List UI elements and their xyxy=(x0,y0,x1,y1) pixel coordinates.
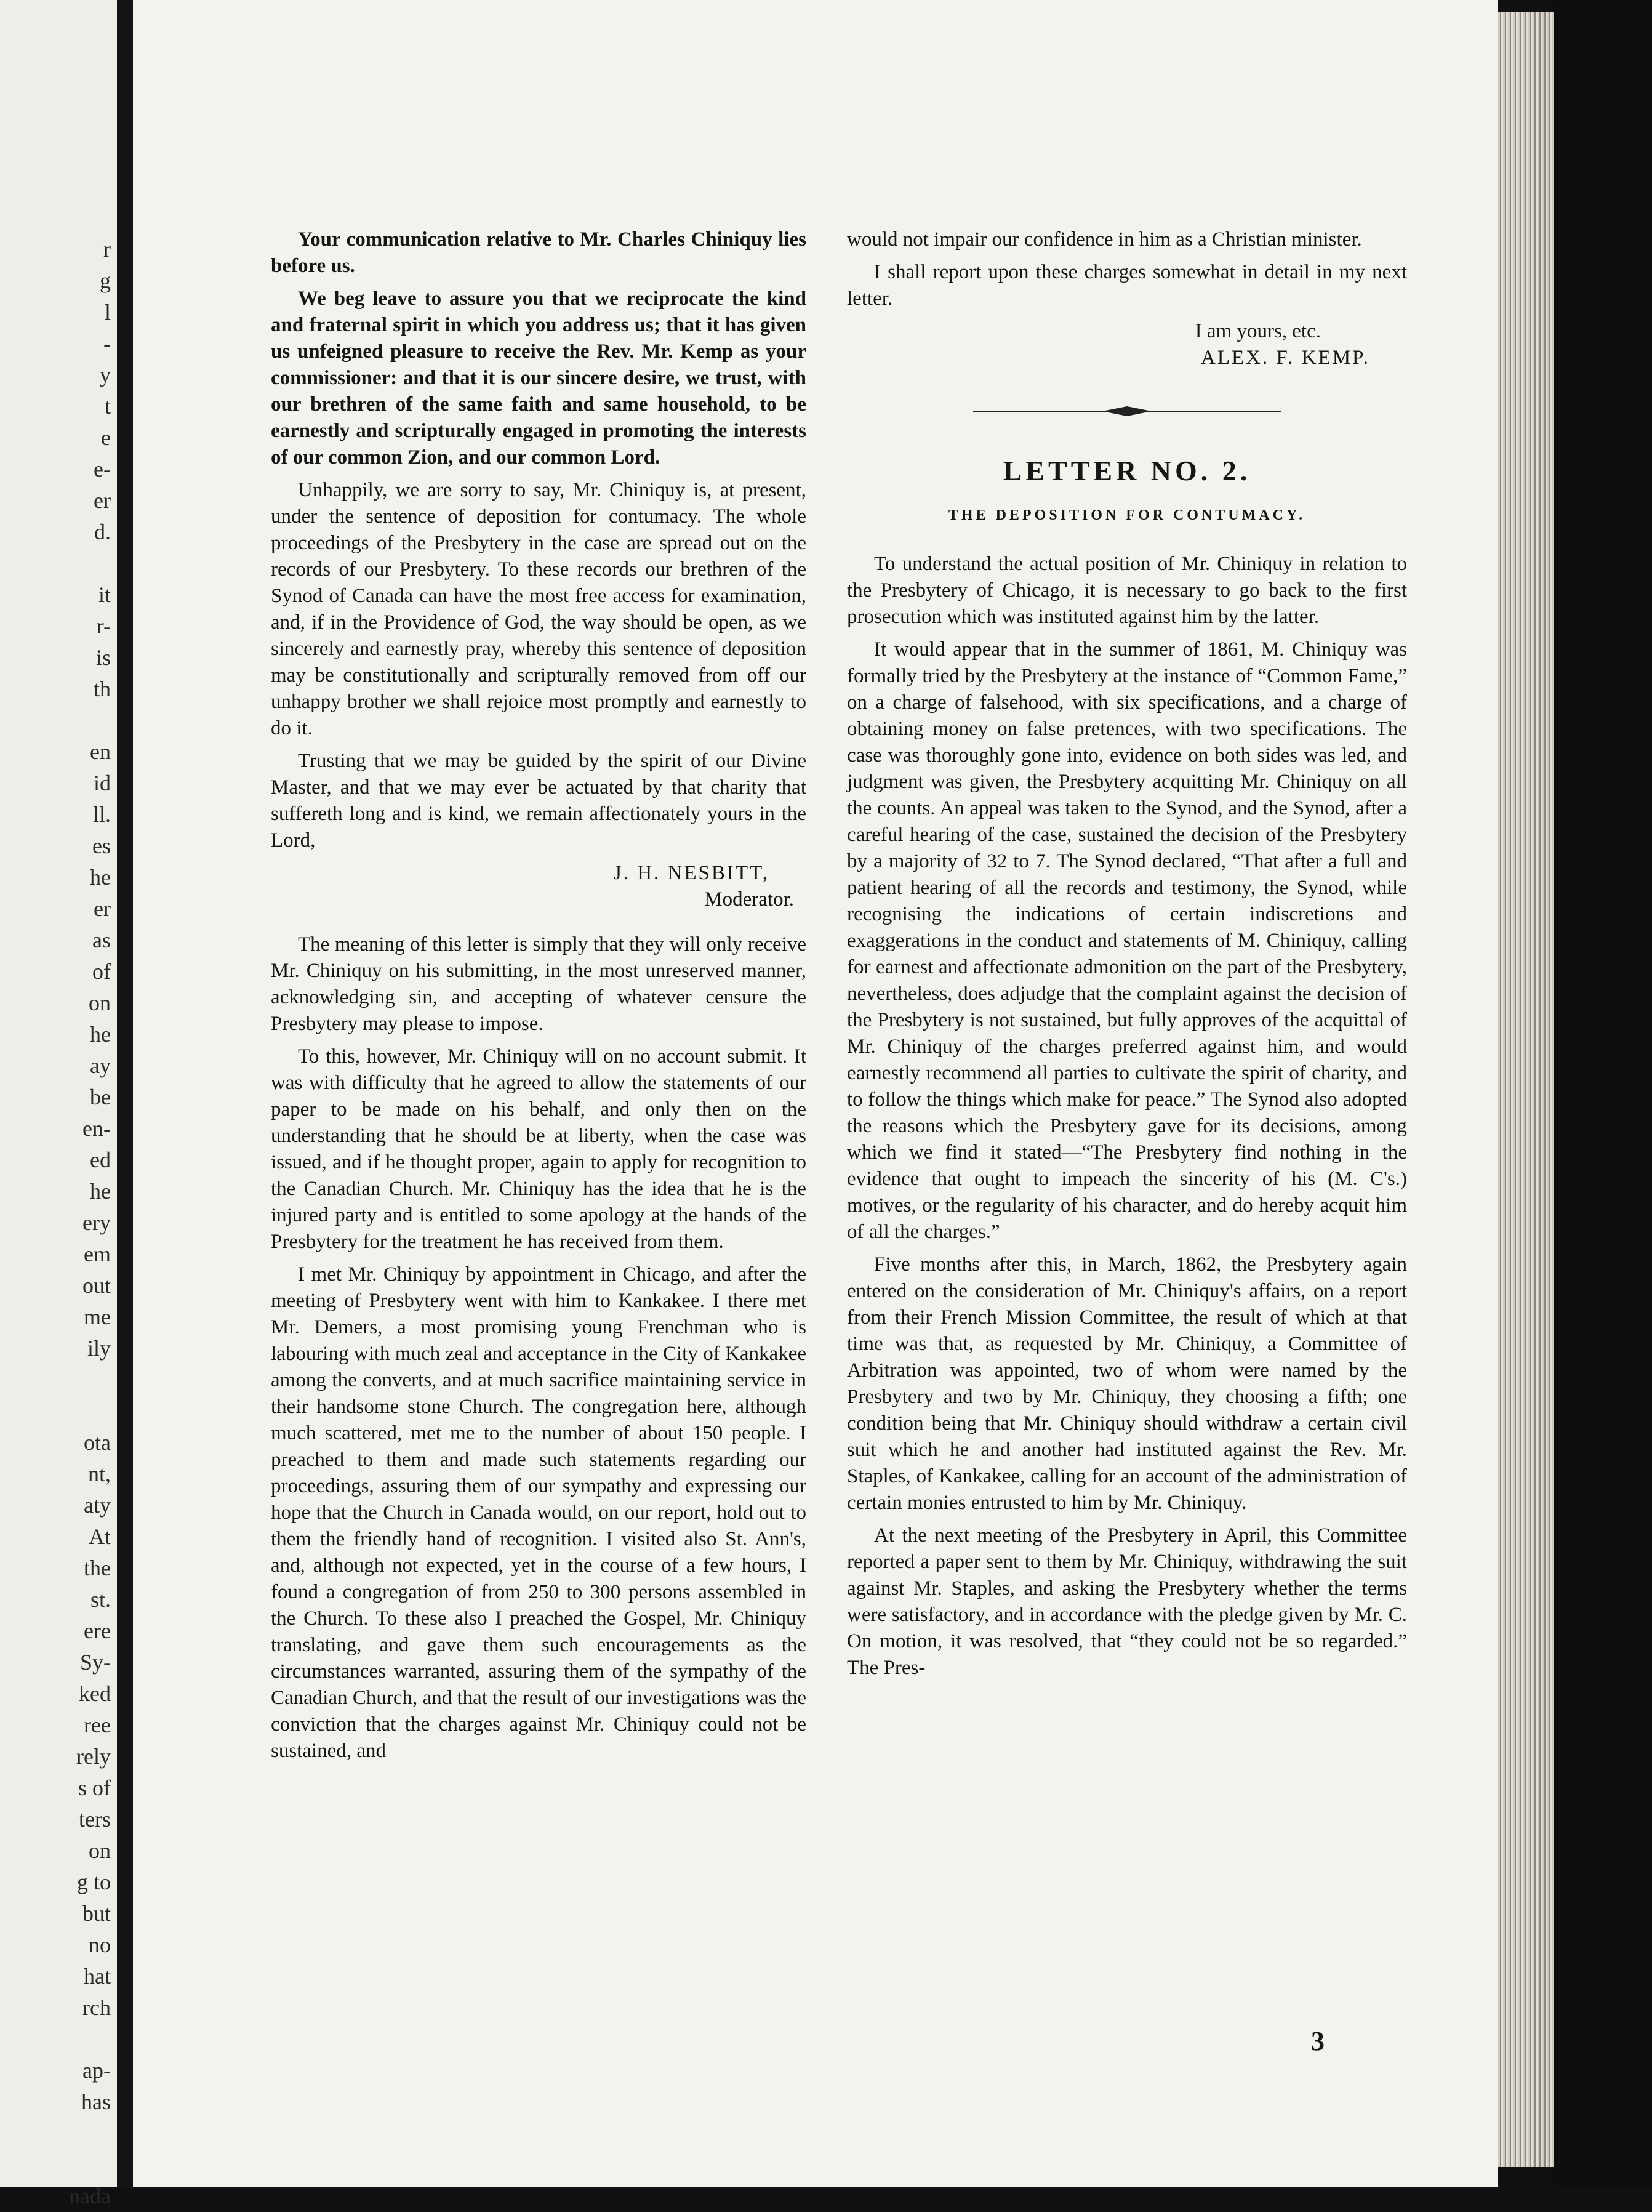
facing-page-line: r xyxy=(103,237,111,262)
facing-page-line: nada xyxy=(69,2184,111,2208)
facing-page-line: as xyxy=(92,928,111,952)
facing-page-line: be xyxy=(90,1085,111,1109)
facing-page-line: hat xyxy=(84,1964,111,1989)
paragraph: Trusting that we may be guided by the spirit of our Divine Master, and that we may ever be actuated by that charity that suffereth long and is kind, we remain affectionately yours in the Lord, xyxy=(271,750,806,851)
facing-page-line: r- xyxy=(96,614,111,638)
facing-page-line: l xyxy=(104,300,111,324)
facing-page-line xyxy=(0,1396,111,1427)
facing-page-line: ap- xyxy=(82,2058,111,2083)
page-edges xyxy=(1498,12,1554,2167)
facing-page-line: but xyxy=(82,1901,111,1926)
facing-page-line: he xyxy=(90,1022,111,1047)
signature-kemp: ALEX. F. KEMP. xyxy=(1201,347,1370,369)
facing-page-line: en- xyxy=(82,1116,111,1141)
facing-page-line: en xyxy=(90,739,111,764)
facing-page-line: ota xyxy=(84,1430,111,1455)
paragraph: It would appear that in the summer of 1861, M. Chiniquy was formally tried by the Presbytery at the instance of “Common Fame,” on a charge of falsehood, with six specifications, and a charge of obtaining money on false pretences, with two specifications. The case was thoroughly gone into, evidence on both sides was led, and judgment was given, the Presbytery acquitting Mr. Chiniquy on all the counts. An appeal was taken to the Synod, and the Synod, after a careful hearing of the case, sustained the decision of the Presbytery by a majority of 32 to 7. The Synod declared, “That after a full and patient hearing of all the records and testimony, the Synod, while recognising the indications of certain indiscretions and exaggerations in the conduct and statements of M. Chiniquy, calling for earnest and affectionate admonition on the part of the Presbytery, nevertheless, does adjudge that the complaint against the decision of the Presbytery is not sustained, but fully approves of the acquittal of Mr. Chiniquy of the charges preferred against him, and would earnestly recommend all parties to cultivate the spirit of charity, and to follow the things which make for peace.” The Synod also adopted the reasons which the Presbytery gave for its decisions, among which we find it stated—“The Presbytery find nothing in the evidence that ought to impeach the sincerity of his (M. C's.) motives, or the regularity of his character, and do hereby acquit him of all the charges.” xyxy=(847,638,1407,1243)
facing-page-line: out xyxy=(82,1273,111,1298)
facing-page-line: ily xyxy=(87,1336,111,1361)
facing-page-line: ters xyxy=(79,1807,111,1832)
facing-page-line: aty xyxy=(84,1493,111,1518)
facing-page-line: y xyxy=(100,363,111,387)
facing-page-line: s of xyxy=(78,1776,111,1800)
paragraph: would not impair our confidence in him as a Christian minister. xyxy=(847,228,1362,251)
facing-page xyxy=(0,0,117,2208)
facing-page-line: ere xyxy=(84,1619,111,1643)
facing-page-line: on xyxy=(89,991,111,1015)
facing-page-line: rch xyxy=(82,1995,111,2020)
facing-page-line: g xyxy=(100,268,111,293)
letter-subheading: THE DEPOSITION FOR CONTUMACY. xyxy=(948,507,1306,523)
facing-page-line xyxy=(0,2118,111,2149)
facing-page-line: At xyxy=(89,1524,111,1549)
facing-page-line: it xyxy=(98,582,111,607)
paragraph: The meaning of this letter is simply that they will only receive Mr. Chiniquy on his submitting, in the most unreserved manner, acknowledging sin, and accepting of whatever censure the Presbytery may please to impose. xyxy=(271,933,806,1035)
ornamental-rule xyxy=(973,402,1281,420)
facing-page-line xyxy=(0,2149,111,2181)
right-column xyxy=(847,227,1407,1687)
facing-page-line xyxy=(0,1364,111,1396)
facing-page-line: the xyxy=(84,1556,111,1580)
paragraph: I shall report upon these charges somewhat in detail in my next letter. xyxy=(847,261,1407,310)
facing-page-line: no xyxy=(89,1932,111,1957)
page-number: 3 xyxy=(1311,2026,1325,2056)
paragraph: At the next meeting of the Presbytery in April, this Committee reported a paper sent to them by Mr. Chiniquy, withdrawing the suit against Mr. Staples, and asking the Presbytery whether the terms were satisfactory, and in accordance with the pledge given by Mr. C. On motion, it was resolved, that “they could not be so regarded.” The Pres- xyxy=(847,1524,1407,1679)
edge-shadow xyxy=(1554,0,1652,2187)
facing-page-line: he xyxy=(90,1179,111,1204)
closing: I am yours, etc. xyxy=(1195,320,1321,342)
facing-page-line: er xyxy=(94,896,111,921)
paragraph: To understand the actual position of Mr. Chiniquy in relation to the Presbytery of Chicago, it is necessary to go back to the first prosecution which was instituted against him by the latter. xyxy=(847,553,1407,628)
facing-page-line xyxy=(0,2024,111,2055)
facing-page-line: er xyxy=(94,488,111,513)
paragraph: To this, however, Mr. Chiniquy will on no account submit. It was with difficulty that he agreed to allow the statements of our paper to be made on his behalf, and only then on the understanding that he should be at liberty, when the case was issued, and if he thought proper, again to apply for recognition to the Canadian Church. Mr. Chiniquy has the idea that he is the injured party and is entitled to some apology at the hands of the Presbytery for the treatment he has received from them. xyxy=(271,1045,806,1253)
paragraph: Unhappily, we are sorry to say, Mr. Chiniquy is, at present, under the sentence of deposition for contumacy. The whole proceedings of the Presbytery in the case are spread out on the records of our Presbytery. To these records our brethren of the Synod of Canada can have the most free access for examination, and, if in the Providence of God, the way should be open, as we sincerely and earnestly pray, whereby this sentence of deposition may be constitutionally and scripturally removed from off our unhappy brother we shall rejoice most promptly and earnestly to do it. xyxy=(271,479,806,739)
facing-page-line: - xyxy=(103,331,111,356)
facing-page-line: rely xyxy=(76,1744,111,1769)
signature-nesbitt: J. H. NESBITT, xyxy=(613,862,769,884)
facing-page-line: ked xyxy=(79,1681,111,1706)
facing-page-line: t xyxy=(104,394,111,419)
paragraph: Your communication relative to Mr. Charles Chiniquy lies before us. xyxy=(271,228,806,277)
facing-page-line: ll. xyxy=(92,802,111,827)
facing-page-line: is xyxy=(95,645,111,670)
letter-heading: LETTER NO. 2. xyxy=(1003,455,1251,486)
facing-page-line: nt, xyxy=(87,1462,111,1486)
facing-page-line: st. xyxy=(90,1587,111,1612)
facing-page-line: ed xyxy=(90,1148,111,1172)
facing-page-line: id xyxy=(93,771,111,795)
signature-title: Moderator. xyxy=(704,888,794,911)
facing-page-line: of xyxy=(92,959,111,984)
facing-page-line: e xyxy=(101,425,111,450)
book-gutter xyxy=(117,0,133,2187)
facing-page-line: em xyxy=(84,1242,111,1266)
facing-page-line: Sy- xyxy=(79,1650,111,1675)
facing-page-line: ay xyxy=(90,1053,111,1078)
paragraph: I met Mr. Chiniquy by appointment in Chicago, and after the meeting of Presbytery went with him to Kankakee. I there met Mr. Demers, a most promising young Frenchman who is labouring with much zeal and acceptance in the City of Kankakee among the converts, and at much sacrifice maintaining service in their handsome stone Church. The congregation here, although much scattered, met me to the number of about 150 people. I preached to them and made such statements regarding our proceedings, assuring them of our sympathy and expressing our hope that the Church in Canada would, on our report, hold out to them the friendly hand of recognition. I visited also St. Ann's, and, although not expected, yet in the course of a few hours, I found a congregation of from 250 to 300 persons assembled in the Church. To these also I preached the Gospel, Mr. Chiniquy translating, and gave them such encouragements as the circumstances warranted, assuring them of the sympathy of the Canadian Church, and that the result of our investigations was the conviction that the charges against Mr. Chiniquy could not be sustained, and xyxy=(271,1263,806,1762)
facing-page-line xyxy=(0,705,111,736)
facing-page-fragments xyxy=(0,234,111,2208)
facing-page-line: es xyxy=(92,834,111,858)
facing-page-line: th xyxy=(93,677,111,701)
facing-page-line: ery xyxy=(82,1210,111,1235)
facing-page-line: ree xyxy=(84,1713,111,1737)
facing-page-line: he xyxy=(90,865,111,890)
paragraph: Five months after this, in March, 1862, the Presbytery again entered on the consideration of Mr. Chiniquy's affairs, on a report from their French Mission Committee, the result of which at that time was that, as requested by Mr. Chiniquy, a Committee of Arbitration was appointed, two of whom were named by the Presbytery and two by Mr. Chiniquy, they choosing a fifth; one condition being that Mr. Chiniquy should withdraw a certain civil suit which he and another had instituted against the Rev. Mr. Staples, of Kankakee, calling for an account of the administration of certain monies entrusted to him by Mr. Chiniquy. xyxy=(847,1253,1407,1514)
paragraph: We beg leave to assure you that we reciprocate the kind and fraternal spirit in which you address us; that it has given us unfeigned pleasure to receive the Rev. Mr. Kemp as your commissioner: and that it is our sincere desire, we trust, with our brethren of the same faith and same household, to be earnestly and scripturally engaged in promoting the interests of our common Zion, and our common Lord. xyxy=(271,288,806,469)
facing-page-line: e- xyxy=(94,457,111,481)
facing-page-line: g to xyxy=(76,1870,111,1894)
facing-page-line: me xyxy=(84,1305,111,1329)
facing-page-line xyxy=(0,548,111,579)
facing-page-line: on xyxy=(89,1838,111,1863)
facing-page-line: has xyxy=(81,2089,111,2114)
facing-page-line: d. xyxy=(94,520,111,544)
left-column xyxy=(271,227,806,1771)
